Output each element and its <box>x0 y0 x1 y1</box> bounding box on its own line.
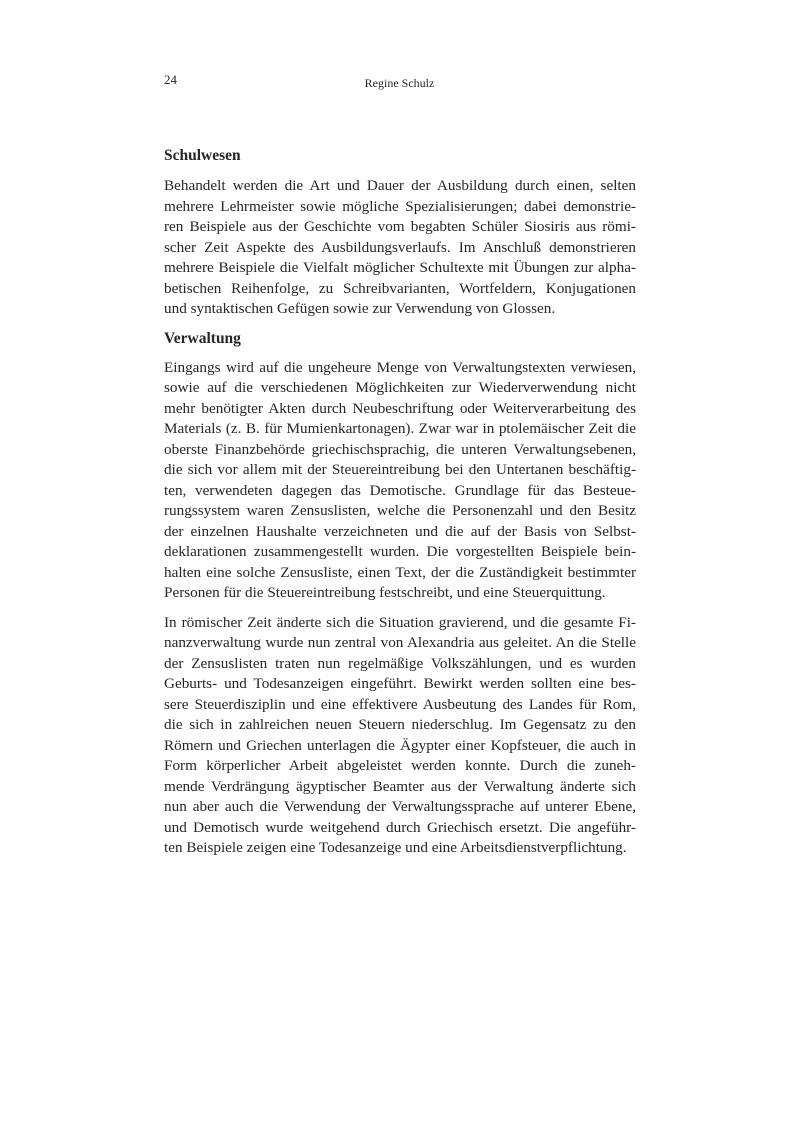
text-line: Materials (z. B. für Mumienkartonagen). Zwar war in ptolemäischer Zeit die <box>164 420 636 437</box>
text-line: die sich in zahlreichen neuen Steuern niederschlug. Im Gegensatz zu den <box>164 716 636 733</box>
text-line: ten Beispiele zeigen eine Todesanzeige und eine Arbeitsdienstverpflichtung. <box>164 839 627 856</box>
text-line: und syntaktischen Gefügen sowie zur Verwendung von Glossen. <box>164 300 556 317</box>
text-line: Behandelt werden die Art und Dauer der Ausbildung durch einen, selten <box>164 177 636 194</box>
body-text <box>164 146 636 859</box>
text-line: betischen Reihenfolge, zu Schreibvarianten, Wortfeldern, Konjugationen <box>164 279 636 297</box>
section-heading: Verwaltung <box>164 329 241 347</box>
text-line: die sich vor allem mit der Steuereintreibung bei den Untertanen beschäftig- <box>164 461 636 478</box>
running-head: Regine Schulz <box>364 76 435 90</box>
text-line: sere Steuerdisziplin und eine effektivere Ausbeutung des Landes für Rom, <box>164 695 636 713</box>
text-line: mehrere Lehrmeister sowie mögliche Spezialisierungen; dabei demonstrie- <box>164 197 636 215</box>
text-line: sowie auf die verschiedenen Möglichkeiten zur Wiederverwendung nicht <box>164 379 636 396</box>
text-line: mehrere Beispiele die Vielfalt möglicher Schultexte mit Übungen zur alpha- <box>164 259 636 276</box>
text-line: Römern und Griechen unterlagen die Ägypter einer Kopfsteuer, die auch in <box>164 736 636 754</box>
text-line: oberste Finanzbehörde griechischsprachig, die unteren Verwaltungsebenen, <box>164 440 636 458</box>
text-line: ten, verwendeten dagegen das Demotische. Grundlage für das Besteue- <box>164 481 636 499</box>
text-line: Personen für die Steuereintreibung festschreibt, und eine Steuerquittung. <box>164 584 606 601</box>
paragraph <box>164 176 636 320</box>
text-line: ren Beispiele aus der Geschichte vom begabten Schüler Siosiris aus römi- <box>164 218 636 235</box>
paragraph <box>164 358 636 604</box>
text-line: mende Verdrängung ägyptischer Beamter aus der Verwaltung änderte sich <box>164 777 636 795</box>
text-line: rungssystem waren Zensuslisten, welche die Personenzahl und den Besitz <box>164 502 636 519</box>
text-line: Geburts- und Todesanzeigen eingeführt. Bewirkt werden sollten eine bes- <box>164 675 636 692</box>
text-line: nanzverwaltung wurde nun zentral von Alexandria aus geleitet. An die Stelle <box>164 634 636 651</box>
text-line: und Demotisch wurde weitgehend durch Griechisch ersetzt. Die angeführ- <box>164 818 636 836</box>
page-number: 24 <box>164 72 177 87</box>
text-line: der Zensuslisten traten nun regelmäßige Volkszählungen, und es wurden <box>164 654 636 672</box>
text-line: Eingangs wird auf die ungeheure Menge von Verwaltungstexten verwiesen, <box>164 358 636 376</box>
text-line: nun aber auch die Verwendung der Verwaltungssprache auf unterer Ebene, <box>164 798 636 815</box>
text-line: halten eine solche Zensusliste, einen Text, der die Zuständigkeit bestimmter <box>164 563 636 581</box>
section-verwaltung <box>164 329 636 859</box>
section-heading: Schulwesen <box>164 147 241 164</box>
text-line: In römischer Zeit änderte sich die Situation gravierend, und die gesamte Fi- <box>164 613 636 631</box>
text-line: deklarationen zusammengestellt wurden. Die vorgestellten Beispiele bein- <box>164 543 636 560</box>
section-schulwesen <box>164 146 636 320</box>
paragraph <box>164 613 636 859</box>
text-line: mehr benötigter Akten durch Neubeschriftung oder Weiterverarbeitung des <box>164 399 636 417</box>
text-line: scher Zeit Aspekte des Ausbildungsverlaufs. Im Anschluß demonstrieren <box>164 238 636 256</box>
text-line: der einzelnen Haushalte verzeichneten und die auf der Basis von Selbst- <box>164 522 636 540</box>
text-line: Form körperlicher Arbeit abgeleistet werden konnte. Durch die zuneh- <box>164 757 636 774</box>
